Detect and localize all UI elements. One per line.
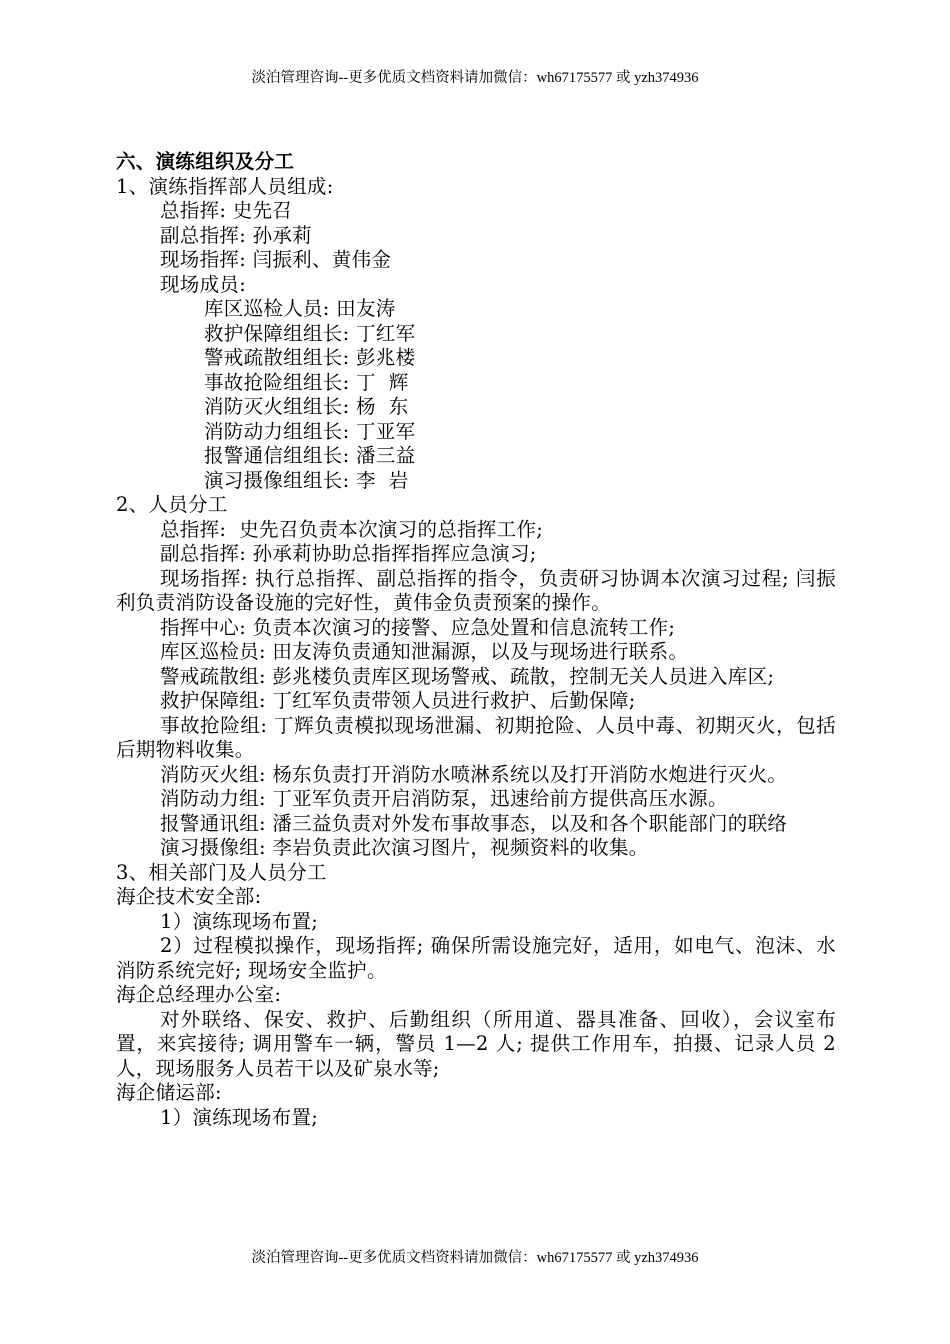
s2-heading: 2、人员分工 <box>116 493 228 516</box>
page-footer: 淡泊管理咨询--更多优质文档资料请加微信：wh67175577 或 yzh374936 <box>251 1250 699 1266</box>
member-line: 警戒疏散组组长: 彭兆楼 <box>204 346 416 369</box>
dept-task: 1）演练现场布置; <box>160 909 319 933</box>
dept-name: 海企技术安全部: <box>116 885 262 908</box>
member-line: 消防灭火组组长: 杨 东 <box>204 395 409 418</box>
dept-name: 海企储运部: <box>116 1081 222 1104</box>
page-header: 淡泊管理咨询--更多优质文档资料请加微信：wh67175577 或 yzh374936 <box>251 70 699 86</box>
duty-paragraph: 演习摄像组: 李岩负责此次演习图片，视频资料的收集。 <box>160 836 649 859</box>
document-body <box>116 150 836 1130</box>
members-label: 现场成员: <box>160 272 247 296</box>
duty-paragraph: 事故抢险组: 丁辉负责模拟现场泄漏、初期抢险、人员中毒、初期灭火，包括后期物料收集。 <box>116 713 836 761</box>
duty-paragraph: 报警通讯组: 潘三益负责对外发布事故事态，以及和各个职能部门的联络 <box>160 811 788 835</box>
duty-paragraph: 消防灭火组: 杨东负责打开消防水喷淋系统以及打开消防水炮进行灭火。 <box>160 762 788 786</box>
deputy-line: 副总指挥: 孙承莉 <box>160 223 312 247</box>
member-line: 消防动力组组长: 丁亚军 <box>204 419 416 443</box>
duty-paragraph: 副总指挥: 孙承莉协助总指挥指挥应急演习; <box>160 542 537 565</box>
dept-task: 1）演练现场布置; <box>160 1105 319 1129</box>
member-line: 救护保障组组长: 丁红军 <box>204 321 416 345</box>
s3-heading: 3、相关部门及人员分工 <box>116 860 327 884</box>
duty-paragraph: 救护保障组: 丁红军负责带领人员进行救护、后勤保障; <box>160 689 636 712</box>
member-line: 演习摄像组组长: 李 岩 <box>204 468 409 492</box>
commander-line: 总指挥: 史先召 <box>160 199 293 222</box>
duty-paragraph: 警戒疏散组: 彭兆楼负责库区现场警戒、疏散，控制无关人员进入库区; <box>160 664 775 688</box>
section-title: 六、演练组织及分工 <box>116 150 295 173</box>
s1-heading: 1、演练指挥部人员组成: <box>116 174 334 198</box>
dept-task: 对外联络、保安、救护、后勤组织（所用道、器具准备、回收），会议室布置，来宾接待; 调用警车一辆，警员 1—2 人; 提供工作用车，拍摄、记录人员 2 人，现场服务人员若干以及矿泉水等; <box>116 1007 836 1080</box>
duty-paragraph: 指挥中心: 负责本次演习的接警、应急处置和信息流转工作; <box>160 615 676 639</box>
duty-paragraph: 总指挥: 史先召负责本次演习的总指挥工作; <box>160 517 544 541</box>
onsite-line: 现场指挥: 闫振利、黄伟金 <box>160 248 392 271</box>
dept-name: 海企总经理办公室: <box>116 983 282 1006</box>
duty-paragraph: 现场指挥: 执行总指挥、副总指挥的指令，负责研习协调本次演习过程; 闫振利负责消防设备设施的完好性，黄伟金负责预案的操作。 <box>116 566 836 614</box>
member-line: 事故抢险组组长: 丁 辉 <box>204 370 409 394</box>
dept-task: 2）过程模拟操作，现场指挥; 确保所需设施完好，适用，如电气、泡沫、水消防系统完好; 现场安全监护。 <box>116 934 836 982</box>
duty-paragraph: 消防动力组: 丁亚军负责开启消防泵，迅速给前方提供高压水源。 <box>160 787 728 810</box>
member-line: 库区巡检人员: 田友涛 <box>204 297 396 320</box>
member-line: 报警通信组组长: 潘三益 <box>204 444 416 467</box>
duty-paragraph: 库区巡检员: 田友涛负责通知泄漏源，以及与现场进行联系。 <box>160 640 689 663</box>
